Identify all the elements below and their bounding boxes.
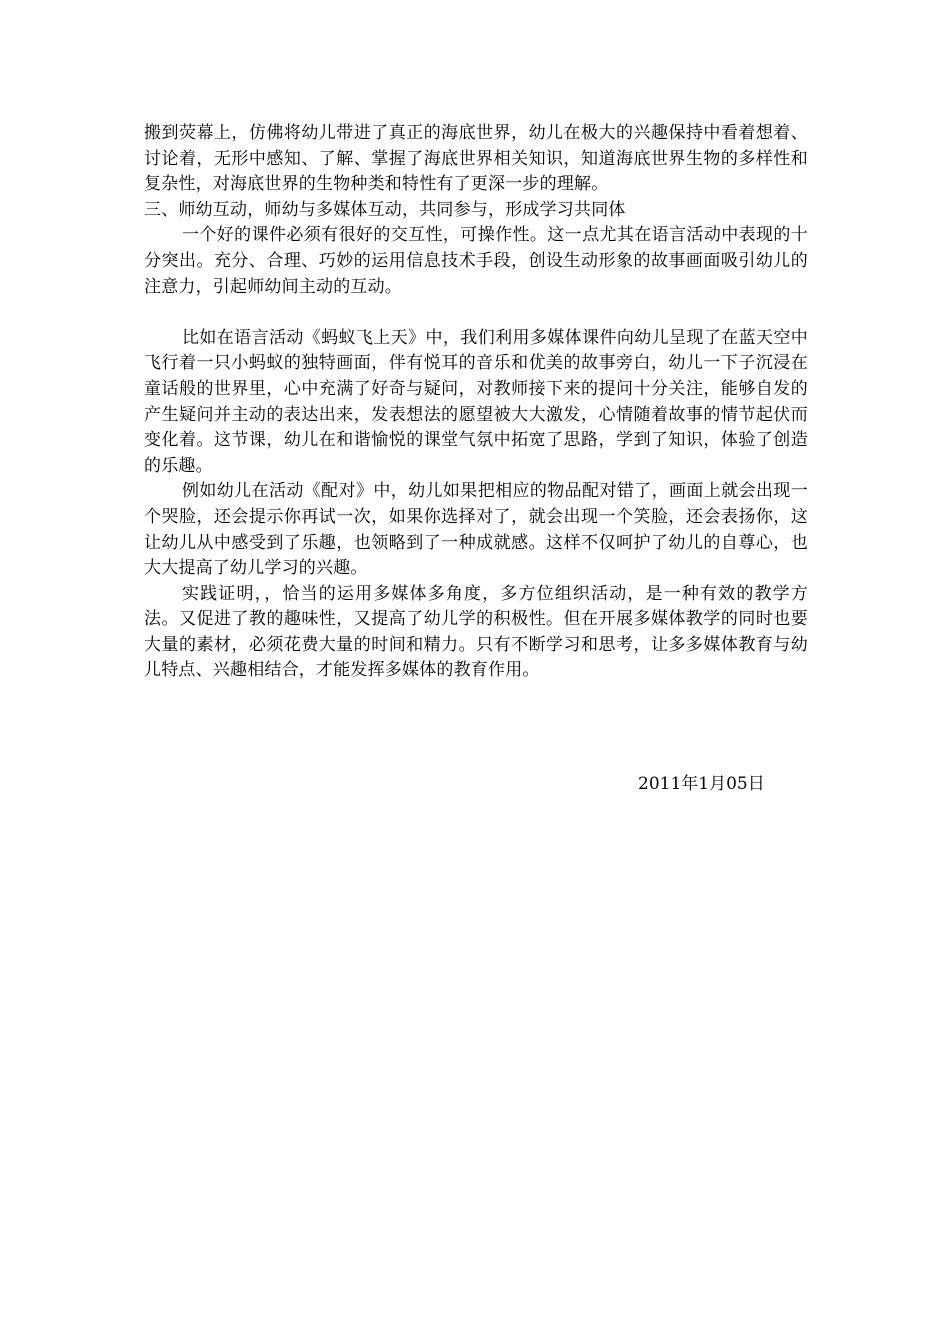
paragraph-conclusion: 实践证明，，恰当的运用多媒体多角度，多方位组织活动，是一种有效的教学方法。又促进了教的趣味性，又提高了幼儿学的积极性。但在开展多媒体教学的同时也要大量的素材，必须花费大量的时间和精力。只有不断学习和思考，让多多媒体教育与幼儿特点、兴趣相结合，才能发挥多媒体的教育作用。 [144, 583, 808, 681]
paragraph-continuation: 搬到荧幕上，仿佛将幼儿带进了真正的海底世界，幼儿在极大的兴趣保持中看着想着、讨论着，无形中感知、了解、掌握了海底世界相关知识，知道海底世界生物的多样性和复杂性，对海底世界的生物种类和特性有了更深一步的理解。 [144, 123, 808, 195]
paragraph-interaction: 一个好的课件必须有很好的交互性，可操作性。这一点尤其在语言活动中表现的十分突出。充分、合理、巧妙的运用信息技术手段，创设生动形象的故事画面吸引幼儿的注意力，引起师幼间主动的互动。 [144, 225, 808, 297]
section-heading: 三、师幼互动，师幼与多媒体互动，共同参与，形成学习共同体 [144, 199, 626, 220]
blank-line [144, 300, 808, 326]
document-body [144, 121, 808, 684]
paragraph-example-matching: 例如幼儿在活动《配对》中，幼儿如果把相应的物品配对错了，画面上就会出现一个哭脸，还会提示你再试一次，如果你选择对了，就会出现一个笑脸，还会表扬你，这让幼儿从中感受到了乐趣，也领略到了一种成就感。这样不仅呵护了幼儿的自尊心，也大大提高了幼儿学习的兴趣。 [144, 481, 808, 579]
paragraph-example-ants: 比如在语言活动《蚂蚁飞上天》中，我们利用多媒体课件向幼儿呈现了在蓝天空中飞行着一只小蚂蚁的独特画面，伴有悦耳的音乐和优美的故事旁白，幼儿一下子沉浸在童话般的世界里，心中充满了好奇与疑问，对教师接下来的提问十分关注，能够自发的产生疑问并主动的表达出来，发表想法的愿望被大大激发，心情随着故事的情节起伏而变化着。这节课，幼儿在和谐愉悦的课堂气氛中拓宽了思路，学到了知识，体验了创造的乐趣。 [144, 327, 808, 476]
document-date: 2011年1月05日 [638, 774, 765, 794]
